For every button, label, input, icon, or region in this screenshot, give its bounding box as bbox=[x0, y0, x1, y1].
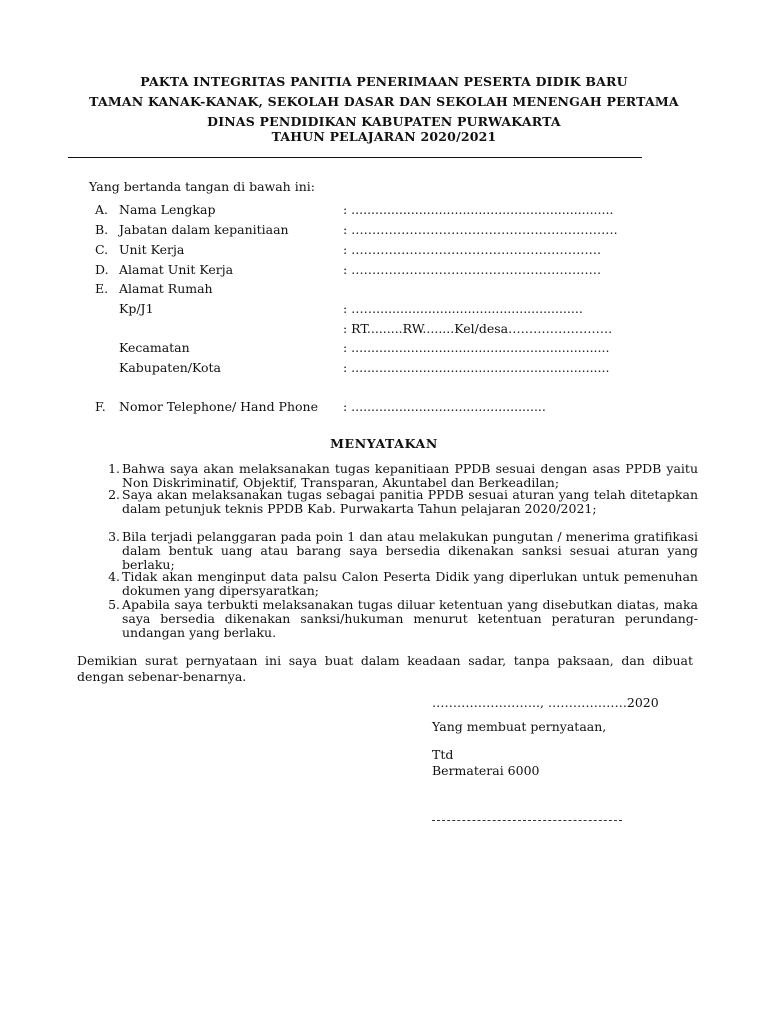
signatory-caption: Yang membuat pernyataan, bbox=[432, 719, 607, 734]
title-line-4: TAHUN PELAJARAN 2020/2021 bbox=[271, 129, 497, 144]
title-line-3: DINAS PENDIDIKAN KABUPATEN PURWAKARTA bbox=[207, 114, 561, 129]
field-label: Kp/J1 bbox=[119, 301, 154, 316]
statement-text: Saya akan melaksanakan tugas sebagai panitia PPDB sesuai aturan yang telah ditetapkan dalam petunjuk teknis PPDB Kab. Purwakarta Tahun pelajaran 2020/2021; bbox=[122, 487, 698, 517]
field-alamat-rumah bbox=[95, 281, 655, 297]
field-kabupaten-kota bbox=[95, 360, 655, 376]
signature-line bbox=[432, 820, 622, 821]
field-value: : …………………………………………………… bbox=[343, 262, 602, 277]
field-rt-rw bbox=[95, 321, 655, 337]
statement-heading: MENYATAKAN bbox=[330, 436, 438, 451]
statement-number: 3. bbox=[108, 529, 120, 544]
statement-number: 2. bbox=[108, 487, 120, 502]
statement-text: Tidak akan menginput data palsu Calon Peserta Didik yang diperlukan untuk pemenuhan dokumen yang dipersyaratkan; bbox=[122, 569, 698, 599]
field-letter: E. bbox=[95, 281, 109, 296]
field-letter: F. bbox=[95, 399, 106, 414]
field-kp-jl bbox=[95, 301, 655, 317]
statement-number: 5. bbox=[108, 597, 120, 612]
field-value: : ................................................. bbox=[343, 399, 546, 414]
field-value: : ………………………………………………………. bbox=[343, 222, 618, 237]
ttd-label: Ttd bbox=[432, 747, 454, 762]
field-label: Nomor Telephone/ Hand Phone bbox=[119, 399, 318, 414]
field-value: : …………………………………………………… bbox=[343, 242, 602, 257]
statement-text: Apabila saya terbukti melaksanakan tugas diluar ketentuan yang disebutkan diatas, maka saya bersedia dikenakan sanksi/hukuman menurut ketentuan peraturan perundang-undangan yang berlaku. bbox=[122, 597, 698, 641]
field-label: Kabupaten/Kota bbox=[119, 360, 221, 375]
statement-text: Bila terjadi pelanggaran pada poin 1 dan atau melakukan pungutan / menerima gratifikasi dalam bentuk uang atau barang saya bersedia dikenakan sanksi sesuai aturan yang berlaku; bbox=[122, 529, 698, 573]
field-letter: A. bbox=[95, 202, 109, 217]
field-letter: B. bbox=[95, 222, 109, 237]
field-letter: C. bbox=[95, 242, 109, 257]
title-line-1: PAKTA INTEGRITAS PANITIA PENERIMAAN PESERTA DIDIK BARU bbox=[140, 74, 628, 89]
field-telephone bbox=[95, 399, 655, 415]
intro-text: Yang bertanda tangan di bawah ini: bbox=[89, 179, 315, 194]
field-label: Kecamatan bbox=[119, 340, 190, 355]
statement-number: 4. bbox=[108, 569, 120, 584]
field-value: : RT.........RW........Kel/desa……………………. bbox=[343, 321, 613, 336]
field-value: : ................................................................. bbox=[343, 360, 610, 375]
field-alamat-unit-kerja bbox=[95, 262, 655, 278]
field-label: Alamat Rumah bbox=[119, 281, 213, 296]
field-label: Nama Lengkap bbox=[119, 202, 216, 217]
place-date: …………………….., ……………….2020 bbox=[432, 695, 659, 710]
field-label: Alamat Unit Kerja bbox=[119, 262, 234, 277]
closing-paragraph: Demikian surat pernyataan ini saya buat dalam keadaan sadar, tanpa paksaan, dan dibuat dengan sebenar-benarnya. bbox=[77, 653, 693, 684]
field-jabatan bbox=[95, 222, 655, 238]
statement-text: Bahwa saya akan melaksanakan tugas kepanitiaan PPDB sesuai dengan asas PPDB yaitu Non Diskriminatif, Objektif, Transparan, Akuntabel dan Berkeadilan; bbox=[122, 461, 698, 491]
field-kecamatan bbox=[95, 340, 655, 356]
field-value: : .................................................................. bbox=[343, 202, 614, 217]
field-nama-lengkap bbox=[95, 202, 655, 218]
field-value: : ................................................................. bbox=[343, 340, 610, 355]
field-letter: D. bbox=[95, 262, 109, 277]
field-label: Unit Kerja bbox=[119, 242, 185, 257]
field-value: : …….................................................... bbox=[343, 301, 583, 316]
stamp-note: Bermaterai 6000 bbox=[432, 763, 540, 778]
field-unit-kerja bbox=[95, 242, 655, 258]
field-label: Jabatan dalam kepanitiaan bbox=[119, 222, 289, 237]
statement-number: 1. bbox=[108, 461, 120, 476]
title-line-2: TAMAN KANAK-KANAK, SEKOLAH DASAR DAN SEKOLAH MENENGAH PERTAMA bbox=[89, 94, 679, 109]
header-divider bbox=[68, 157, 642, 158]
